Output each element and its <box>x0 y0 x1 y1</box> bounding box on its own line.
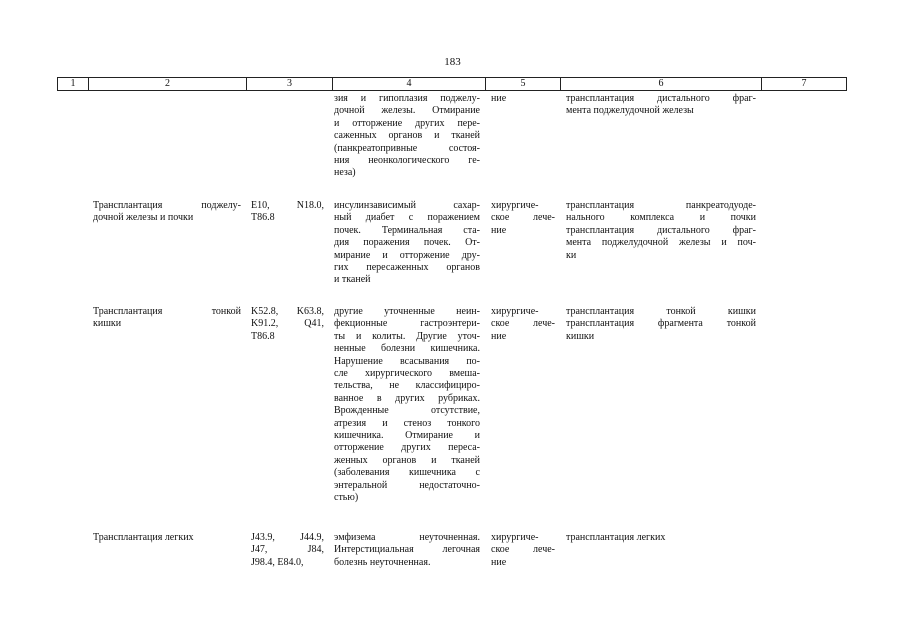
row-3-col3-line: K91.2, Q41, <box>251 318 324 330</box>
row-2-col5-line: ние <box>491 224 507 236</box>
row-2-col6-line: ки <box>566 249 577 261</box>
row-2-col3-line: E10, N18.0, <box>251 200 324 211</box>
row-1-col6-line: трансплантация дистального фраг- <box>566 93 756 104</box>
row-3-col4-line: Врожденные отсутствие, <box>334 405 480 417</box>
row-3-col4-line: ненные болезни кишечника. <box>334 343 480 355</box>
row-3-col4-line: Нарушение всасывания по- <box>334 355 480 367</box>
row-4-col3-line: J47, J84, <box>251 544 324 556</box>
row-3-col4-line: кишечника. Отмирание и <box>334 430 480 441</box>
row-3-col4-line: (заболевания кишечника с <box>334 467 480 479</box>
row-2-col4-line: дия поражения почек. От- <box>334 237 480 249</box>
row-1-col5-line: ние <box>491 93 507 104</box>
row-1-col4-line: неза) <box>334 167 356 179</box>
row-2-col5-line: ское лече- <box>491 212 555 224</box>
row-2-col4-line: почек. Терминальная ста- <box>334 224 480 236</box>
row-2-col6-line: мента поджелудочной железы и поч- <box>566 237 756 249</box>
row-3-col4-line: другие уточненные неин- <box>334 306 480 317</box>
row-1-col6-line: мента поджелудочной железы <box>566 105 694 117</box>
row-3-col4-line: ванное в других рубриках. <box>334 392 480 404</box>
row-3-col4-line: отторжение других переса- <box>334 442 480 454</box>
row-2-col2-line: дочной железы и почки <box>93 212 194 224</box>
row-4-col5-line: ское лече- <box>491 544 555 556</box>
row-4-col5-line: хирургиче- <box>491 532 539 543</box>
row-3-col4-line: стью) <box>334 492 359 503</box>
row-4-col4-line: Интерстициальная легочная <box>334 544 480 556</box>
row-4-col2-line: Трансплантация легких <box>93 532 194 543</box>
row-4-col6-line: трансплантация легких <box>566 532 666 543</box>
header-col-1: 1 <box>57 78 88 90</box>
row-3-col2-line: кишки <box>93 318 122 330</box>
table-header-row <box>57 77 847 91</box>
row-2-col4-line: инсулинзависимый сахар- <box>334 200 480 211</box>
row-3-col3-line: T86.8 <box>251 330 275 342</box>
row-3-col4-line: энтеральной недостаточно- <box>334 479 480 491</box>
row-3-col6-line: трансплантация тонкой кишки <box>566 306 756 317</box>
header-col-4: 4 <box>332 78 485 90</box>
row-2-col4-line: ный диабет с поражением <box>334 212 480 224</box>
row-2-col6-line: нального комплекса и почки <box>566 212 756 224</box>
row-4-col3-line: J43.9, J44.9, <box>251 532 324 543</box>
row-2-col3-line: T86.8 <box>251 212 275 224</box>
row-3-col6-line: трансплантация фрагмента тонкой <box>566 318 756 330</box>
row-1-col4-line: саженных органов и тканей <box>334 130 480 142</box>
row-4-col4-line: эмфизема неуточненная. <box>334 532 480 543</box>
row-3-col3-line: K52.8, K63.8, <box>251 306 324 317</box>
row-3-col2-line: Трансплантация тонкой <box>93 306 241 317</box>
row-3-col4-line: фекционные гастроэнтери- <box>334 318 480 330</box>
row-4-col5-line: ние <box>491 556 507 568</box>
row-3-col4-line: атрезия и стеноз тонкого <box>334 417 480 429</box>
row-3-col4-line: ты и колиты. Другие уточ- <box>334 330 480 342</box>
page-number: 183 <box>444 56 461 68</box>
row-3-col4-line: тельства, не классифициро- <box>334 380 480 392</box>
row-1-col4-line: зия и гипоплазия поджелу- <box>334 93 480 104</box>
row-2-col4-line: мирание и отторжение дру- <box>334 249 480 261</box>
row-1-col4-line: ния неонкологического ге- <box>334 155 480 166</box>
row-1-col4-line: дочной железы. Отмирание <box>334 105 480 117</box>
row-3-col5-line: ское лече- <box>491 318 555 330</box>
header-col-5: 5 <box>485 78 560 90</box>
row-3-col6-line: кишки <box>566 330 595 342</box>
header-col-6: 6 <box>560 78 761 90</box>
row-2-col2-line: Трансплантация поджелу- <box>93 200 241 211</box>
row-4-col3-line: J98.4, E84.0, <box>251 556 304 568</box>
row-3-col4-line: сле хирургического вмеша- <box>334 368 480 379</box>
row-1-col4-line: и отторжение других пере- <box>334 117 480 129</box>
row-1-col4-line: (панкреатопривные состоя- <box>334 142 480 154</box>
row-2-col4-line: и тканей <box>334 274 371 286</box>
header-col-2: 2 <box>88 78 246 90</box>
row-3-col5-line: хирургиче- <box>491 306 539 317</box>
row-3-col4-line: женных органов и тканей <box>334 454 480 466</box>
row-2-col4-line: гих пересаженных органов <box>334 262 480 273</box>
header-col-3: 3 <box>246 78 332 90</box>
row-3-col5-line: ние <box>491 330 507 342</box>
row-2-col6-line: трансплантация дистального фраг- <box>566 224 756 236</box>
row-2-col5-line: хирургиче- <box>491 200 539 211</box>
row-2-col6-line: трансплантация панкреатодуоде- <box>566 200 756 211</box>
row-4-col4-line: болезнь неуточненная. <box>334 556 431 568</box>
header-col-7: 7 <box>761 78 847 90</box>
